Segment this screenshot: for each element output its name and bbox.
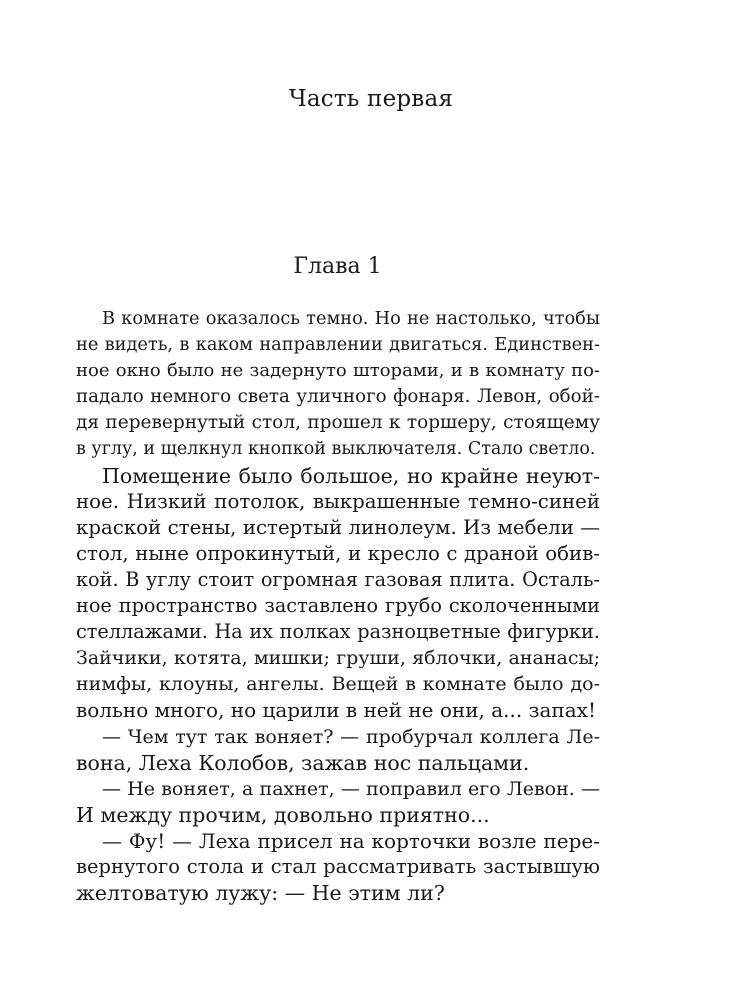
text-line: — Не воняет, а пахнет, — поправил его Левон. — <box>102 777 600 800</box>
text-line: И между прочим, довольно приятно... <box>76 802 490 827</box>
text-line: падало немного света уличного фонаря. Левон, обой- <box>76 386 600 408</box>
text-line: нимфы, клоуны, ангелы. Вещей в комнате было до- <box>76 673 600 696</box>
text-line: кой. В углу стоит огромная газовая плита. Осталь- <box>76 567 600 591</box>
text-line: ное. Низкий потолок, выкрашенные темно-синей <box>76 489 600 513</box>
text-line: ное пространство заставлено грубо сколоченными <box>76 594 600 618</box>
text-line: В комнате оказалось темно. Но не настолько, чтобы <box>102 309 600 329</box>
text-line: — Чем тут так воняет? — пробурчал коллега Ле- <box>102 725 600 748</box>
text-line: Помещение было большое, но крайне неуют- <box>102 463 600 488</box>
chapter-body <box>76 306 600 906</box>
text-line: Зайчики, котята, мишки; груши, яблочки, ананасы; <box>76 647 600 670</box>
text-line: — Фу! — Леха присел на корточки возле пере- <box>102 828 600 853</box>
text-line: стол, ныне опрокинутый, и кресло с драной обив- <box>76 541 600 565</box>
text-line: краской стены, истертый линолеум. Из мебели — <box>76 515 600 539</box>
part-title: Часть первая <box>288 86 454 112</box>
text-line: дя перевернутый стол, прошел к торшеру, стоящему <box>76 412 600 434</box>
text-line: в углу, и щелкнул кнопкой выключателя. Стало светло. <box>76 439 596 460</box>
text-line: стеллажами. На их полках разноцветные фигурки. <box>76 620 600 644</box>
text-line: вольно много, но царили в ней не они, а... запах! <box>76 698 596 723</box>
text-line: не видеть, в каком направлении двигаться. Единствен- <box>76 335 600 356</box>
text-line: вернутого стола и стал рассматривать застывшую <box>76 854 600 878</box>
chapter-title: Глава 1 <box>293 254 382 279</box>
text-line: желтоватую лужу: — Не этим ли? <box>76 881 445 906</box>
text-line: вона, Леха Колобов, зажав нос пальцами. <box>76 750 530 775</box>
text-line: ное окно было не задернуто шторами, и в комнату по- <box>76 360 600 382</box>
